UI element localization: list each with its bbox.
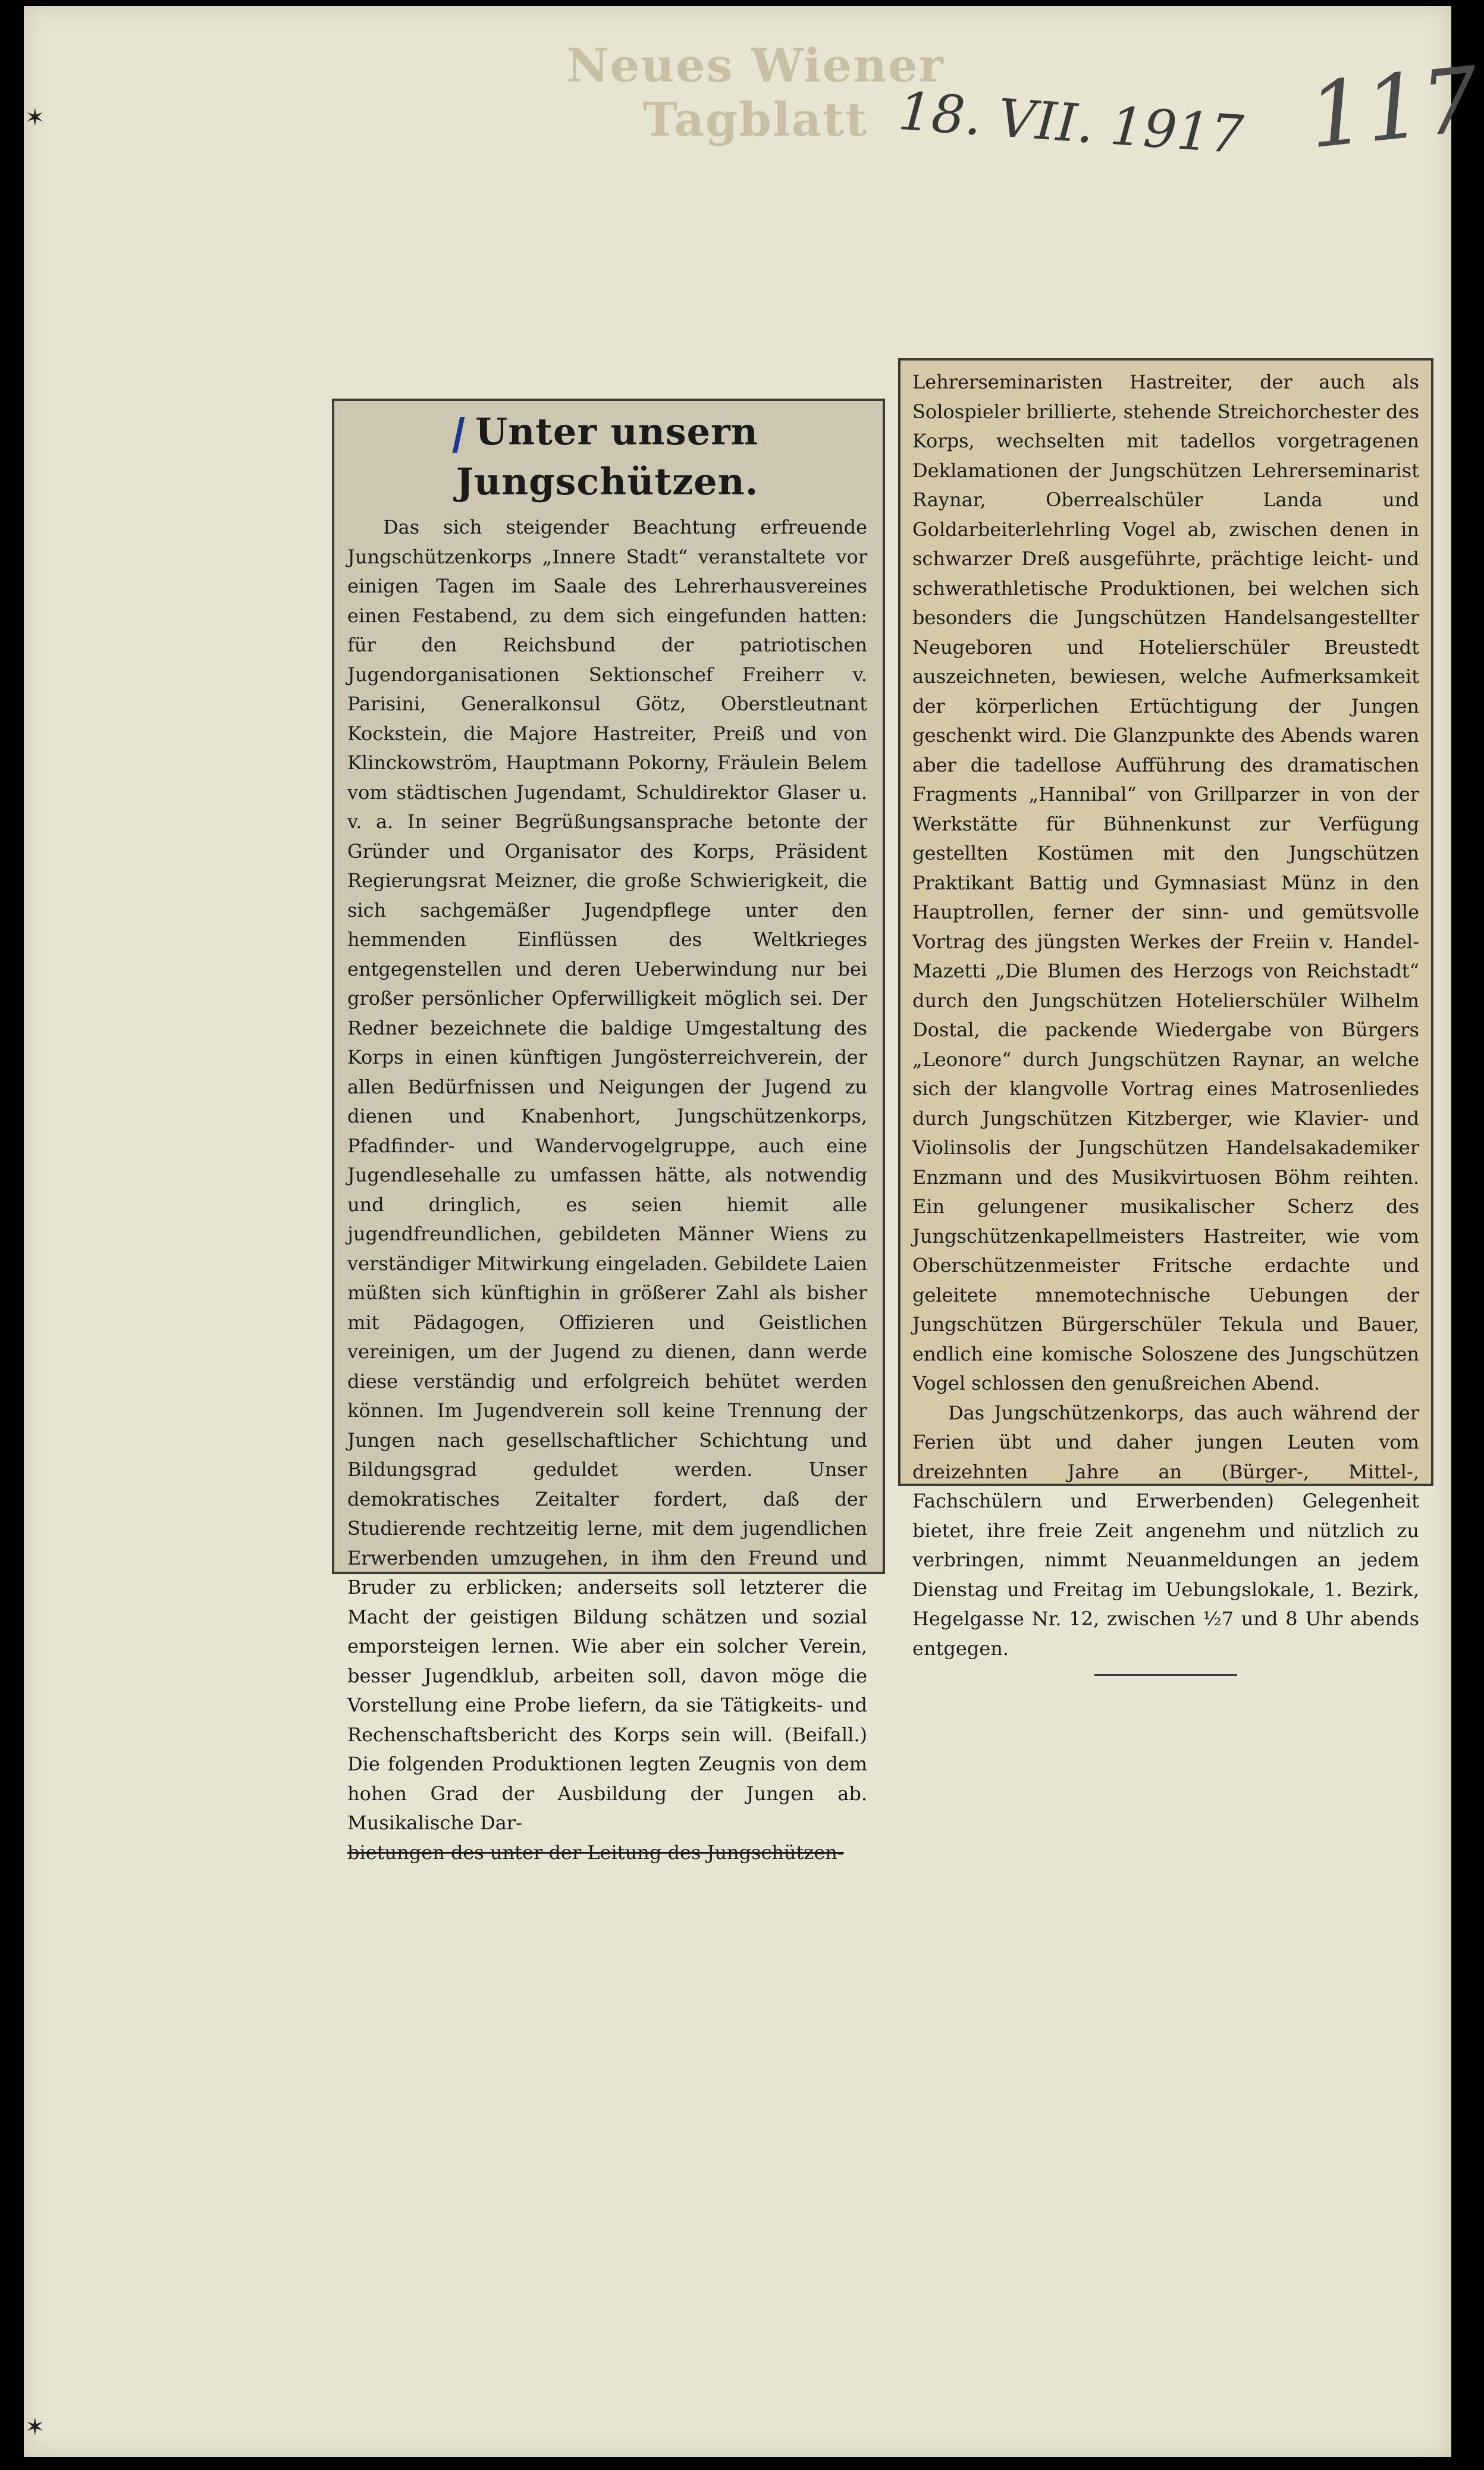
margin-mark-icon: ✶ <box>25 2413 45 2441</box>
margin-mark-icon: ✶ <box>25 104 45 131</box>
newspaper-stamp: Neues Wiener Tagblatt <box>566 39 945 147</box>
end-rule <box>1094 1674 1237 1676</box>
handwritten-date: 18. VII. 1917 <box>896 80 1245 166</box>
article-title: Unter unsern Jungschützen. <box>456 410 759 503</box>
clipping-right-column <box>898 358 1433 1660</box>
archive-sheet <box>24 6 1484 2457</box>
article-body-right: Lehrerseminaristen Hastreiter, der auch als Solospieler brillierte, stehende Streichorchester des Korps, wechselten mit tadellos vorgetragenen Deklamationen der Jungschützen Lehrerseminarist Raynar, Oberrealschüler Landa und Goldarbeiterlehrling Vogel ab, zwischen denen in schwarzer Dreß ausgeführte, prächtige leicht- und schwerathletische Produktionen, bei welchen sich besonders die Jungschützen Handelsangestellter Neugeboren und Hotelierschüler Breustedt auszeichneten, bewiesen, welche Aufmerksamkeit der körperlichen Ertüchtigung der Jungen geschenkt wird. Die Glanzpunkte des Abends waren aber die tadellose Aufführung des dramatischen Fragments „Hannibal“ von Grillparzer in von der Werkstätte für Bühnenkunst zur Verfügung gestellten Kostümen mit den Jungschützen Praktikant Battig und Gymnasiast Münz in den Hauptrollen, ferner der sinn- und gemütsvolle Vortrag des jüngsten Werkes der Freiin v. Handel-Mazetti „Die Blumen des Herzogs von Reichstadt“ durch den Jungschützen Hotelierschüler Wilhelm Dostal, die packende Wiedergabe von Bürgers „Leonore“ durch Jungschützen Raynar, an welche sich der klangvolle Vortrag eines Matrosenliedes durch Jungschützen Kitzberger, wie Klavier- und Violinsolis der Jungschützen Handelsakademiker Enzmann und des Musikvirtuosen Böhm reihten. Ein gelungener musikalischer Scherz des Jungschützenkapellmeisters Hastreiter, wie vom Oberschützenmeister Fritsche erdachte und geleitete mnemotechnische Uebungen der Jungschützen Bürgerschüler Tekula und Bauer, endlich eine komische Soloszene des Jungschützen Vogel schlossen den genußreichen Abend. <box>912 371 1419 1394</box>
article-title-row <box>347 407 867 507</box>
blue-pencil-mark-icon <box>453 417 465 453</box>
article-body-left: Das sich steigender Beachtung erfreuende Jungschützenkorps „Innere Stadt“ veranstaltete vor einigen Tagen im Saale des Lehrerhausvereines einen Festabend, zu dem sich eingefunden hatten: für den Reichsbund der patriotischen Jugendorganisationen Sektionschef Freiherr v. Parisini, Generalkonsul Götz, Oberstleutnant Kockstein, die Majore Hastreiter, Preiß und von Klinckowström, Hauptmann Pokorny, Fräulein Belem vom städtischen Jugendamt, Schuldirektor Glaser u. v. a. In seiner Begrüßungsansprache betonte der Gründer und Organisator des Korps, Präsident Regierungsrat Meizner, die große Schwierigkeit, die sich sachgemäßer Jugendpflege unter den hemmenden Einflüssen des Weltkrieges entgegenstellen und deren Ueberwindung nur bei großer persönlicher Opferwilligkeit möglich sei. Der Redner bezeichnete die baldige Umgestaltung des Korps in einen künftigen Jungösterreichverein, der allen Bedürfnissen und Neigungen der Jugend zu dienen und Knabenhort, Jungschützenkorps, Pfadfinder- und Wandervogelgruppe, auch eine Jugendlesehalle zu umfassen hätte, als notwendig und dringlich, es seien hiemit alle jugendfreundlichen, gebildeten Männer Wiens zu verständiger Mitwirkung eingeladen. Gebildete Laien müßten sich künftighin in größerer Zahl als bisher mit Pädagogen, Offizieren und Geistlichen vereinigen, um der Jugend zu dienen, dann werde diese verständig und erfolgreich behütet werden können. Im Jugendverein soll keine Trennung der Jungen nach gesellschaftlicher Schichtung und Bildungsgrad geduldet werden. Unser demokratisches Zeitalter fordert, daß der Studierende rechtzeitig lerne, mit dem jugendlichen Erwerbenden umzugehen, in ihm den Freund und Bruder zu erblicken; anderseits soll letzterer die Macht der geistigen Bildung schätzen und sozial emporsteigen lernen. Wie aber ein solcher Verein, besser Jugendklub, arbeiten soll, davon möge die Vorstellung eine Probe liefern, da sie Tätigkeits- und Rechenschaftsbericht des Korps sein will. (Beifall.) Die folgenden Produktionen legten Zeugnis von dem hohen Grad der Ausbildung der Jungen ab. Musikalische Dar- <box>347 516 867 1834</box>
article-body-right-closing: Das Jungschützenkorps, das auch während der Ferien übt und daher jungen Leuten vom dreizehnten Jahre an (Bürger-, Mittel-, Fachschülern und Erwerbenden) Gelegenheit bietet, ihre freie Zeit angenehm und nützlich zu verbringen, nimmt Neuanmeldungen an jedem Dienstag und Freitag im Uebungslokale, 1. Bezirk, Hegelgasse Nr. 12, zwischen ½7 und 8 Uhr abends entgegen. <box>912 1401 1419 1660</box>
clipping-left-column <box>332 399 885 1864</box>
article-body-left-struck: bietungen des unter der Leitung des Jungschützen- <box>347 1841 844 1864</box>
handwritten-number: 117 <box>1303 48 1484 169</box>
